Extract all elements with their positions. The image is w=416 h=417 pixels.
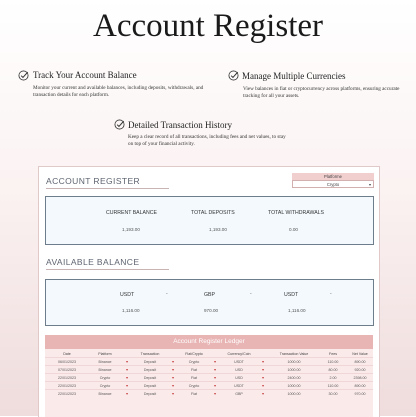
dropdown-arrow-icon[interactable]: ▼ [209, 374, 221, 382]
table-cell: 890.00 [347, 382, 373, 390]
platform-select-value: Crypto [326, 182, 340, 187]
dropdown-arrow-icon[interactable]: ▼ [167, 382, 179, 390]
column-header: Fees [329, 352, 337, 356]
table-cell: Crypto [179, 382, 209, 390]
table-row [45, 358, 373, 366]
currency-dash: - [330, 291, 332, 297]
table-row [45, 382, 373, 390]
dropdown-arrow-icon[interactable]: ▼ [209, 358, 221, 366]
feature-description: Monitor your current and available balances, including deposits, withdrawals, and transaction details for each platform. [33, 85, 204, 98]
dropdown-arrow-icon[interactable]: ▼ [167, 358, 179, 366]
table-cell: USDT [221, 382, 257, 390]
column-header: Transaction Value [279, 352, 309, 356]
table-cell: 1000.00 [269, 382, 319, 390]
available-balance-heading: AVAILABLE BALANCE [46, 257, 140, 267]
column-header: Currency/Coin [227, 352, 251, 356]
table-cell: 110.00 [319, 382, 347, 390]
ledger-table-panel [45, 335, 373, 417]
dropdown-arrow-icon[interactable]: ▼ [167, 374, 179, 382]
table-cell: Fiat [179, 366, 209, 374]
currency-value: 1,116.00 [288, 308, 306, 313]
checkmark-icon [228, 70, 239, 81]
dropdown-arrow-icon[interactable]: ▼ [121, 382, 133, 390]
table-cell: Crypto [89, 374, 121, 382]
table-row [45, 374, 373, 382]
column-header: Transaction [140, 352, 160, 356]
page-title: Account Register [92, 8, 324, 44]
table-cell: 22/01/2023 [45, 390, 89, 398]
table-cell: 80.00 [319, 366, 347, 374]
dropdown-arrow-icon[interactable]: ▼ [121, 366, 133, 374]
dropdown-arrow-icon[interactable]: ▼ [257, 390, 269, 398]
table-cell: 2398.00 [347, 374, 373, 382]
table-cell: 1000.00 [269, 366, 319, 374]
total-deposits-label: TOTAL DEPOSITS [191, 210, 235, 216]
dropdown-arrow-icon[interactable]: ▼ [209, 382, 221, 390]
feature-title: Track Your Account Balance [33, 70, 137, 80]
account-register-sheet [38, 166, 380, 417]
table-cell: Binance [89, 358, 121, 366]
table-cell: 07/01/2023 [45, 366, 89, 374]
total-deposits-value: 1,193.00 [209, 227, 227, 232]
dropdown-arrow-icon[interactable]: ▼ [257, 374, 269, 382]
account-register-heading: ACCOUNT REGISTER [46, 176, 141, 186]
feature-title: Detailed Transaction History [128, 120, 232, 130]
table-cell: 890.00 [347, 358, 373, 366]
dropdown-arrow-icon[interactable]: ▼ [257, 366, 269, 374]
currency-code: USDT [284, 292, 299, 298]
checkmark-icon [18, 70, 29, 81]
checkmark-icon [114, 119, 125, 130]
column-header: Net Value [352, 352, 368, 356]
feature-description: View balances in fiat or cryptocurrency across platforms, ensuring accurate tracking for all your assets. [243, 86, 400, 99]
feature-title: Manage Multiple Currencies [242, 71, 346, 81]
current-balance-label: CURRENT BALANCE [106, 210, 157, 216]
table-cell: Fiat [179, 390, 209, 398]
dropdown-arrow-icon[interactable]: ▼ [257, 382, 269, 390]
currency-value: 970.00 [204, 308, 219, 313]
ledger-table [45, 351, 373, 397]
table-cell: 970.00 [347, 390, 373, 398]
table-row [45, 390, 373, 398]
currency-value: 1,116.00 [122, 308, 140, 313]
current-balance-value: 1,193.00 [122, 227, 140, 232]
table-cell: Crypto [179, 358, 209, 366]
column-header: Platform [98, 352, 112, 356]
table-cell: 06/01/2023 [45, 358, 89, 366]
table-cell: 920.00 [347, 366, 373, 374]
chevron-down-icon: ▾ [368, 182, 371, 187]
dropdown-arrow-icon[interactable]: ▼ [167, 390, 179, 398]
ledger-title: Account Register Ledger [45, 335, 373, 349]
heading-underline [46, 269, 169, 270]
dropdown-arrow-icon[interactable]: ▼ [209, 366, 221, 374]
currency-code: USDT [120, 292, 135, 298]
table-cell: 22/01/2023 [45, 382, 89, 390]
table-cell: Deposit [133, 390, 167, 398]
table-cell: Deposit [133, 382, 167, 390]
table-cell: USD [221, 366, 257, 374]
column-header: Date [63, 352, 71, 356]
table-cell: 110.00 [319, 358, 347, 366]
dropdown-arrow-icon[interactable]: ▼ [209, 390, 221, 398]
currency-code: GBP [204, 292, 215, 298]
ledger-body [45, 358, 373, 398]
currency-dash: - [166, 291, 168, 297]
table-cell: Binance [89, 390, 121, 398]
dropdown-arrow-icon[interactable]: ▼ [121, 374, 133, 382]
total-withdrawals-value: 0.00 [289, 227, 298, 232]
dropdown-arrow-icon[interactable]: ▼ [121, 390, 133, 398]
column-header: Fiat/Crypto [185, 352, 203, 356]
table-cell: 30.00 [319, 390, 347, 398]
dropdown-arrow-icon[interactable]: ▼ [121, 358, 133, 366]
table-cell: Fiat [179, 374, 209, 382]
dropdown-arrow-icon[interactable]: ▼ [167, 366, 179, 374]
dropdown-arrow-icon[interactable]: ▼ [257, 358, 269, 366]
available-balance-box [45, 279, 374, 326]
table-cell: Crypto [89, 382, 121, 390]
feature-description: Keep a clear record of all transactions, including fees and net values, to stay on top of your financial activity. [128, 134, 286, 147]
table-cell: USDT [221, 358, 257, 366]
summary-box [45, 196, 374, 245]
table-cell: 2400.00 [269, 374, 319, 382]
table-cell: Deposit [133, 374, 167, 382]
currency-dash: - [250, 291, 252, 297]
table-cell: 1000.00 [269, 390, 319, 398]
table-cell: 1000.00 [269, 358, 319, 366]
table-cell: GBP [221, 390, 257, 398]
total-withdrawals-label: TOTAL WITHDRAWALS [268, 210, 325, 216]
table-cell: 22/01/2023 [45, 374, 89, 382]
table-row [45, 366, 373, 374]
table-cell: USD [221, 374, 257, 382]
table-cell: Binance [89, 366, 121, 374]
table-cell: Deposit [133, 358, 167, 366]
table-cell: Deposit [133, 366, 167, 374]
table-cell: 2.00 [319, 374, 347, 382]
platform-label: Platforme [292, 173, 374, 180]
platform-select[interactable] [292, 180, 374, 188]
heading-underline [46, 188, 169, 189]
